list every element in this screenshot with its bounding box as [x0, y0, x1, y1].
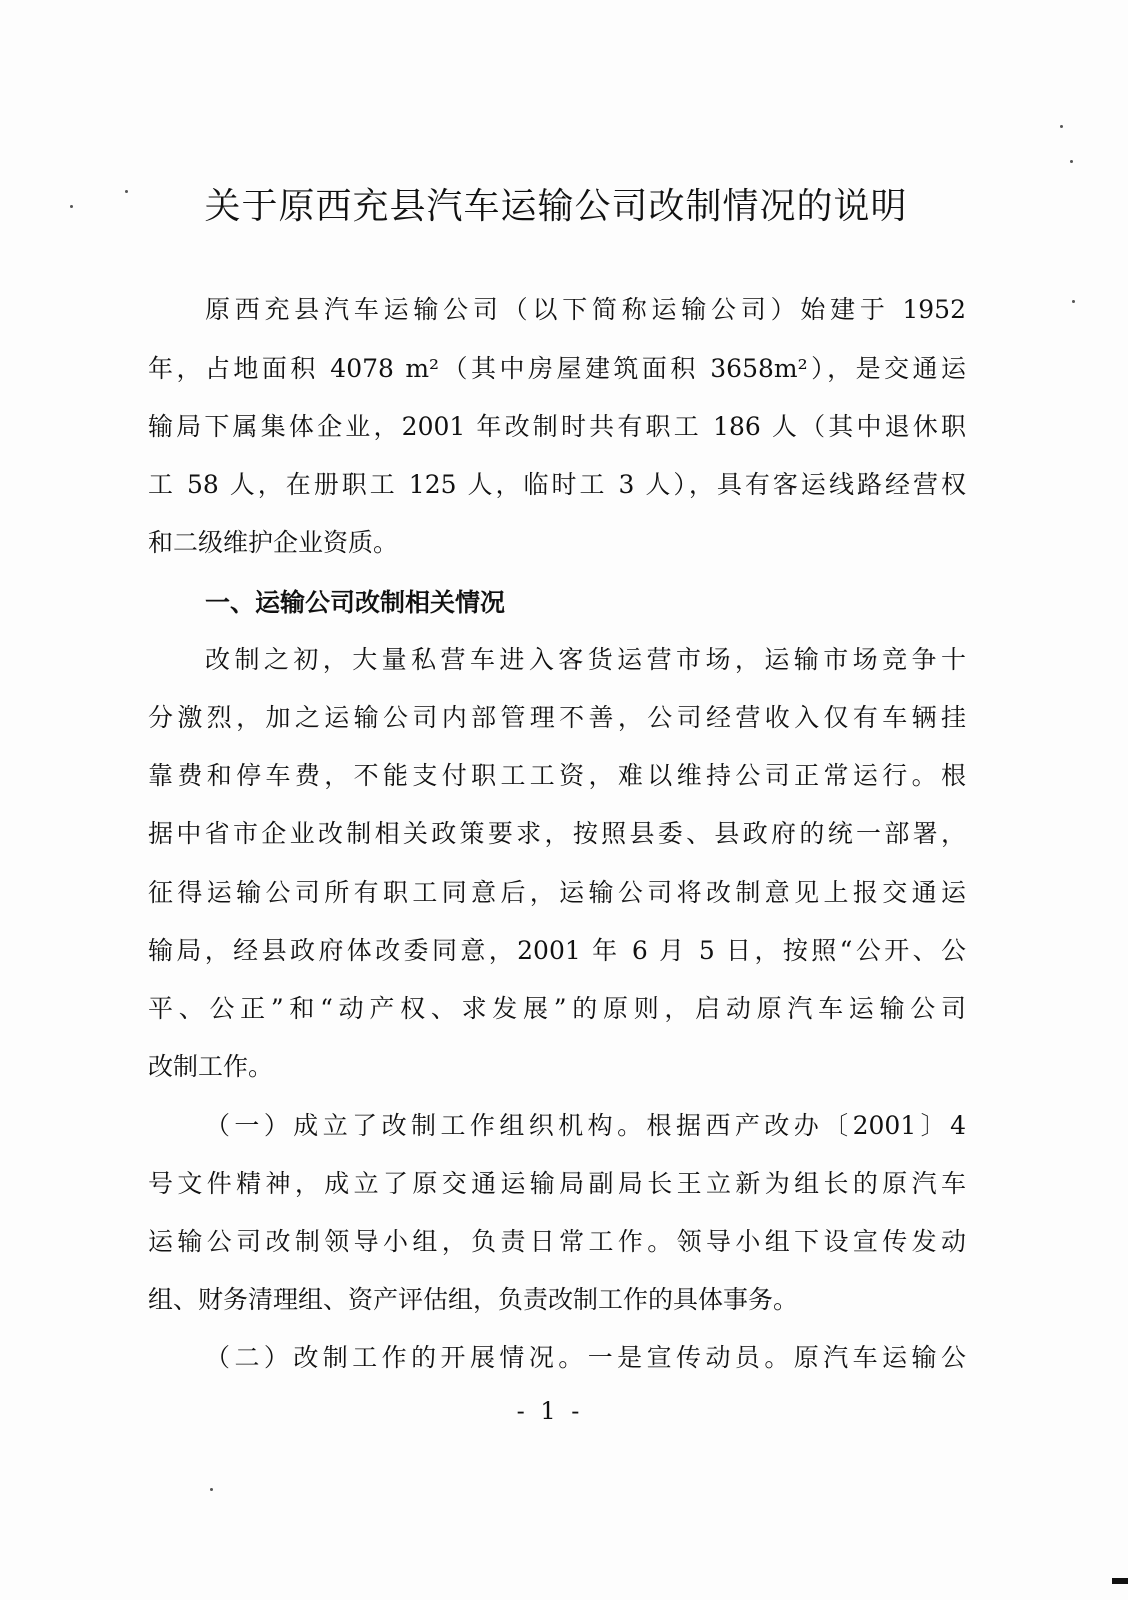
paragraph-line: 号文件精神，成立了原交通运输局副局长王立新为组长的原汽车	[148, 1169, 966, 1198]
scan-speck	[210, 1488, 213, 1491]
paragraph-line: 平、公正”和“动产权、求发展”的原则，启动原汽车运输公司	[148, 994, 966, 1023]
paragraph-line: 改制之初，大量私营车进入客货运营市场，运输市场竞争十	[205, 645, 966, 674]
paragraph-line: （二）改制工作的开展情况。一是宣传动员。原汽车运输公	[205, 1343, 966, 1372]
paragraph-line: 改制工作。	[148, 1052, 274, 1081]
paragraph-line: 工 58 人，在册职工 125 人，临时工 3 人），具有客运线路经营权	[148, 470, 966, 499]
paragraph-line: 分激烈，加之运输公司内部管理不善，公司经营收入仅有车辆挂	[148, 703, 966, 732]
section-heading: 一、运输公司改制相关情况	[205, 588, 506, 617]
scan-speck	[1060, 125, 1063, 128]
scan-speck	[1072, 300, 1075, 303]
paragraph-line: 和二级维护企业资质。	[148, 528, 399, 557]
paragraph-line: 据中省市企业改制相关政策要求，按照县委、县政府的统一部署，	[148, 819, 966, 848]
paragraph-line: 年，占地面积 4078 m²（其中房屋建筑面积 3658m²），是交通运	[148, 354, 966, 383]
paragraph-line: 组、财务清理组、资产评估组，负责改制工作的具体事务。	[148, 1285, 799, 1314]
page-number: - 1 -	[516, 1397, 584, 1425]
paragraph-line: （一）成立了改制工作组织机构。根据西产改办〔2001〕4	[205, 1111, 966, 1140]
scan-edge-mark	[1112, 1578, 1128, 1584]
scan-speck	[70, 205, 73, 208]
document-title: 关于原西充县汽车运输公司改制情况的说明	[204, 186, 908, 227]
paragraph-line: 输局，经县政府体改委同意，2001 年 6 月 5 日，按照“公开、公	[148, 936, 966, 965]
scan-speck	[1070, 160, 1073, 163]
paragraph-line: 征得运输公司所有职工同意后，运输公司将改制意见上报交通运	[148, 878, 966, 907]
scan-speck	[125, 190, 128, 193]
paragraph-line: 靠费和停车费，不能支付职工工资，难以维持公司正常运行。根	[148, 761, 966, 790]
paragraph-line: 原西充县汽车运输公司（以下简称运输公司）始建于 1952	[205, 295, 966, 324]
paragraph-line: 输局下属集体企业，2001 年改制时共有职工 186 人（其中退休职	[148, 412, 966, 441]
paragraph-line: 运输公司改制领导小组，负责日常工作。领导小组下设宣传发动	[148, 1227, 966, 1256]
